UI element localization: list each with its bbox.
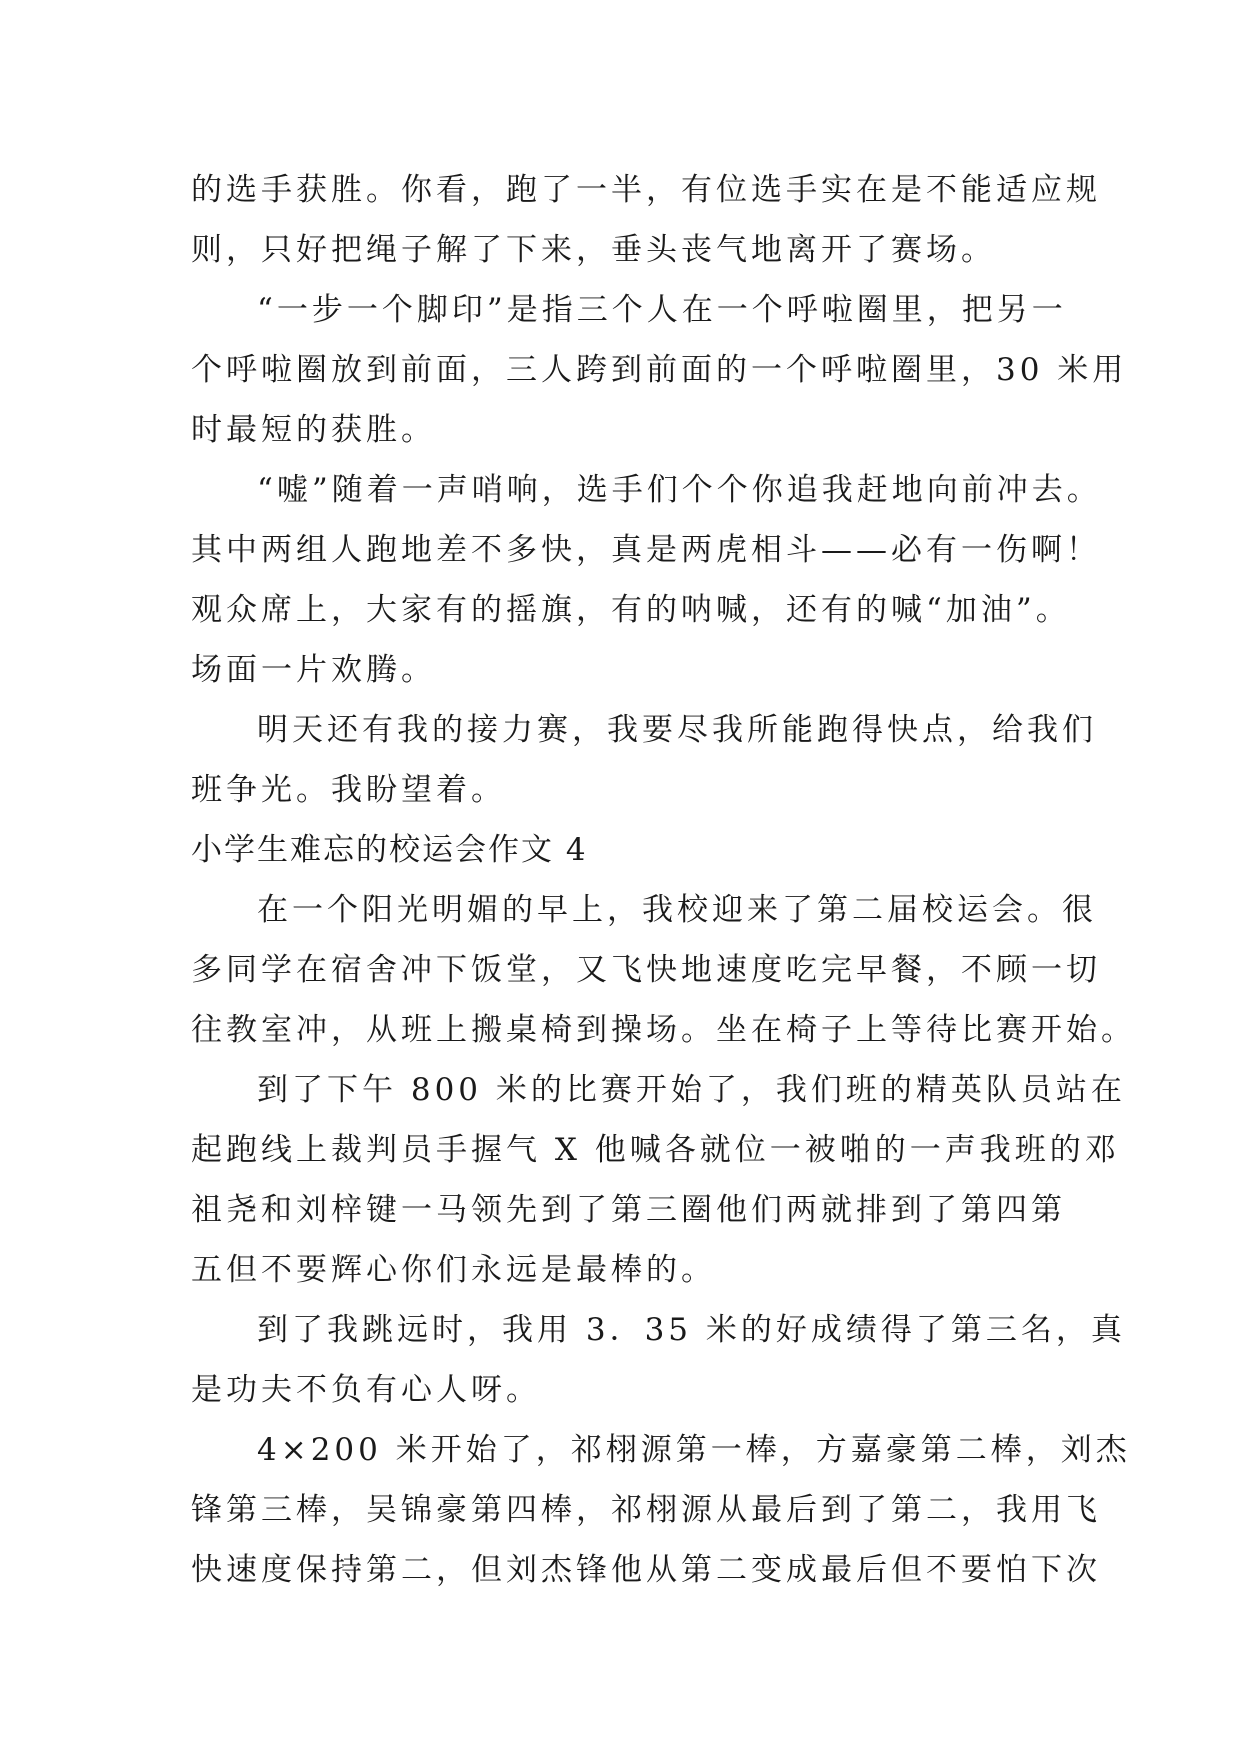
paragraph-start-line: 明天还有我的接力赛，我要尽我所能跑得快点，给我们 — [257, 712, 1097, 748]
text-line: 时最短的获胜。 — [191, 412, 436, 448]
paragraph-start-line: 到了我跳远时，我用 3．35 米的好成绩得了第三名，真 — [257, 1312, 1126, 1348]
text-line: 个呼啦圈放到前面，三人跨到前面的一个呼啦圈里，30 米用 — [191, 352, 1128, 388]
text-line: 五但不要辉心你们永远是最棒的。 — [191, 1252, 716, 1288]
text-line: 观众席上，大家有的摇旗，有的呐喊，还有的喊“加油”。 — [191, 592, 1071, 628]
text-line: 则，只好把绳子解了下来，垂头丧气地离开了赛场。 — [191, 232, 996, 268]
paragraph-start-line: “嘘”随着一声哨响，选手们个个你追我赶地向前冲去。 — [257, 472, 1102, 508]
text-line: 场面一片欢腾。 — [191, 652, 436, 688]
text-line: 祖尧和刘梓键一马领先到了第三圈他们两就排到了第四第 — [191, 1192, 1066, 1228]
text-line: 往教室冲，从班上搬桌椅到操场。坐在椅子上等待比赛开始。 — [191, 1012, 1136, 1048]
paragraph-start-line: 4×200 米开始了，祁栩源第一棒，方嘉豪第二棒，刘杰 — [257, 1432, 1131, 1468]
text-line: 是功夫不负有心人呀。 — [191, 1372, 541, 1408]
text-line: 快速度保持第二，但刘杰锋他从第二变成最后但不要怕下次 — [191, 1552, 1101, 1588]
paragraph-start-line: “一步一个脚印”是指三个人在一个呼啦圈里，把另一 — [257, 292, 1067, 328]
text-line: 的选手获胜。你看，跑了一半，有位选手实在是不能适应规 — [191, 172, 1101, 208]
section-heading: 小学生难忘的校运会作文 4 — [191, 832, 588, 868]
text-line: 多同学在宿舍冲下饭堂，又飞快地速度吃完早餐，不顾一切 — [191, 952, 1101, 988]
paragraph-start-line: 在一个阳光明媚的早上，我校迎来了第二届校运会。很 — [257, 892, 1097, 928]
text-line: 班争光。我盼望着。 — [191, 772, 506, 808]
paragraph-start-line: 到了下午 800 米的比赛开始了，我们班的精英队员站在 — [257, 1072, 1126, 1108]
essay-body — [191, 160, 1136, 1600]
text-line: 起跑线上裁判员手握气 X 他喊各就位一被啪的一声我班的邓 — [191, 1132, 1120, 1168]
text-line: 其中两组人跑地差不多快，真是两虎相斗——必有一伤啊！ — [191, 532, 1101, 568]
text-line: 锋第三棒，吴锦豪第四棒，祁栩源从最后到了第二，我用飞 — [191, 1492, 1101, 1528]
